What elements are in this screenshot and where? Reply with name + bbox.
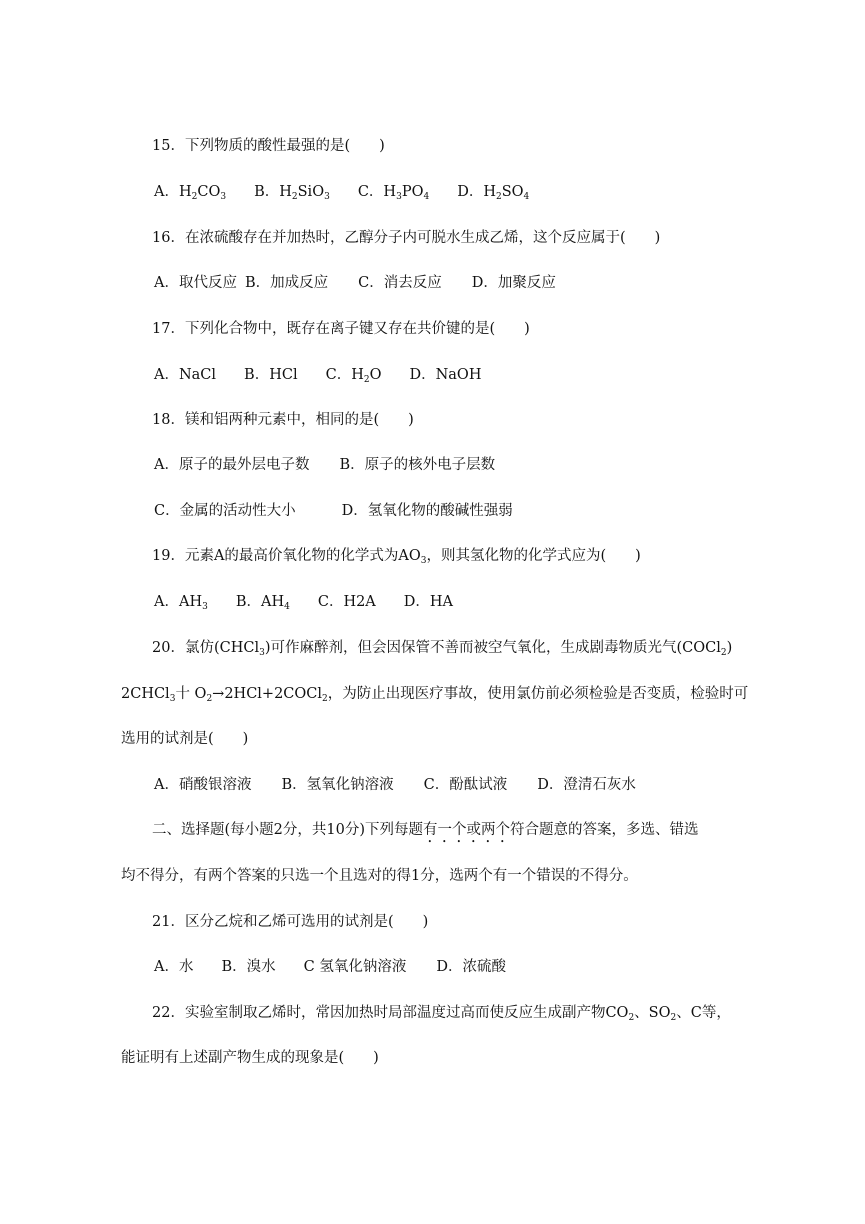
option-18-c: C．金属的活动性大小 <box>154 503 296 519</box>
question-18-stem: 18．镁和铝两种元素中，相同的是( ) <box>152 412 414 428</box>
question-20-options <box>154 775 636 795</box>
question-20-line-1: 20．氯仿(CHCl$_3$)可作麻醉剂，但会因保管不善而被空气氧化，生成剧毒物质光气(COCl$_2$) <box>152 640 733 658</box>
question-17-options <box>154 365 481 385</box>
question-17-stem: 17．下列化合物中，既存在离子键又存在共价键的是( ) <box>152 321 530 337</box>
option-19-b: B．$AH_4$ <box>235 594 290 612</box>
question-19-stem: 19．元素A的最高价氧化物的化学式为$AO_3$，则其氢化物的化学式应为( ) <box>152 548 641 566</box>
option-21-b: B．溴水 <box>221 959 276 975</box>
question-22-line-2: 能证明有上述副产物生成的现象是( ) <box>121 1050 379 1066</box>
option-20-a: A．硝酸银溶液 <box>154 777 252 793</box>
question-20-line-3: 选用的试剂是( ) <box>121 731 249 747</box>
section-2-instructions-line-2: 均不得分，有两个答案的只选一个且选对的得1分，选两个有一个错误的不得分。 <box>121 868 638 884</box>
option-17-b: B．HCl <box>244 367 298 383</box>
question-18-options-ab <box>154 455 495 475</box>
option-17-c: C．$H_2O$ <box>325 367 382 385</box>
option-15-a: A．$H_2CO_3$ <box>154 184 227 202</box>
option-16-c: C．消去反应 <box>358 275 442 291</box>
option-17-d: D．NaOH <box>409 367 482 383</box>
option-16-a: A．取代反应 <box>154 275 237 291</box>
option-15-b: B．$H_2SiO_3$ <box>254 184 330 202</box>
question-19-options <box>154 592 453 612</box>
question-15-options <box>154 182 529 202</box>
option-20-b: B．氢氧化钠溶液 <box>281 777 394 793</box>
emphasis-text: 有一个或两个 <box>423 822 510 838</box>
option-18-b: B．原子的核外电子层数 <box>339 457 496 473</box>
question-15-stem: 15．下列物质的酸性最强的是( ) <box>152 138 385 154</box>
option-16-b: B．加成反应 <box>244 275 329 291</box>
option-19-d: D．HA <box>403 594 454 610</box>
option-21-d: D．浓硫酸 <box>436 959 506 975</box>
option-20-c: C．酚酞试液 <box>423 777 508 793</box>
question-21-options <box>154 957 506 977</box>
option-15-d: D．$H_2SO_4$ <box>457 184 530 202</box>
option-21-c: C 氢氧化钠溶液 <box>303 959 407 975</box>
option-16-d: D．加聚反应 <box>471 275 556 291</box>
question-16-options <box>154 273 556 293</box>
question-18-options-cd <box>154 501 513 521</box>
option-19-a: A．$AH_3$ <box>154 594 208 612</box>
option-18-d: D．氢氧化物的酸碱性强弱 <box>341 503 513 519</box>
section-2-instructions-line-1: 二、选择题(每小题2分，共10分)下列每题有一个或两个符合题意的答案，多选、错选 <box>152 822 699 838</box>
option-20-d: D．澄清石灰水 <box>537 777 636 793</box>
option-15-c: C．$H_3PO_4$ <box>357 184 430 202</box>
question-20-line-2: 2CHCl$_3$十 $O_2\to 2HCl+2COCl_2$，为防止出现医疗事故，使用氯仿前必须检验是否变质，检验时可 <box>121 686 749 704</box>
option-18-a: A．原子的最外层电子数 <box>154 457 310 473</box>
question-21-stem: 21．区分乙烷和乙烯可选用的试剂是( ) <box>152 914 429 930</box>
question-22-line-1: 22．实验室制取乙烯时，常因加热时局部温度过高而使反应生成副产物$CO_2$、$SO_2$、C等， <box>152 1005 731 1023</box>
question-16-stem: 16．在浓硫酸存在并加热时，乙醇分子内可脱水生成乙烯，这个反应属于( ) <box>152 230 661 246</box>
option-19-c: C．H2A <box>317 594 376 610</box>
option-21-a: A．水 <box>154 959 194 975</box>
option-17-a: A．NaCl <box>154 367 217 383</box>
